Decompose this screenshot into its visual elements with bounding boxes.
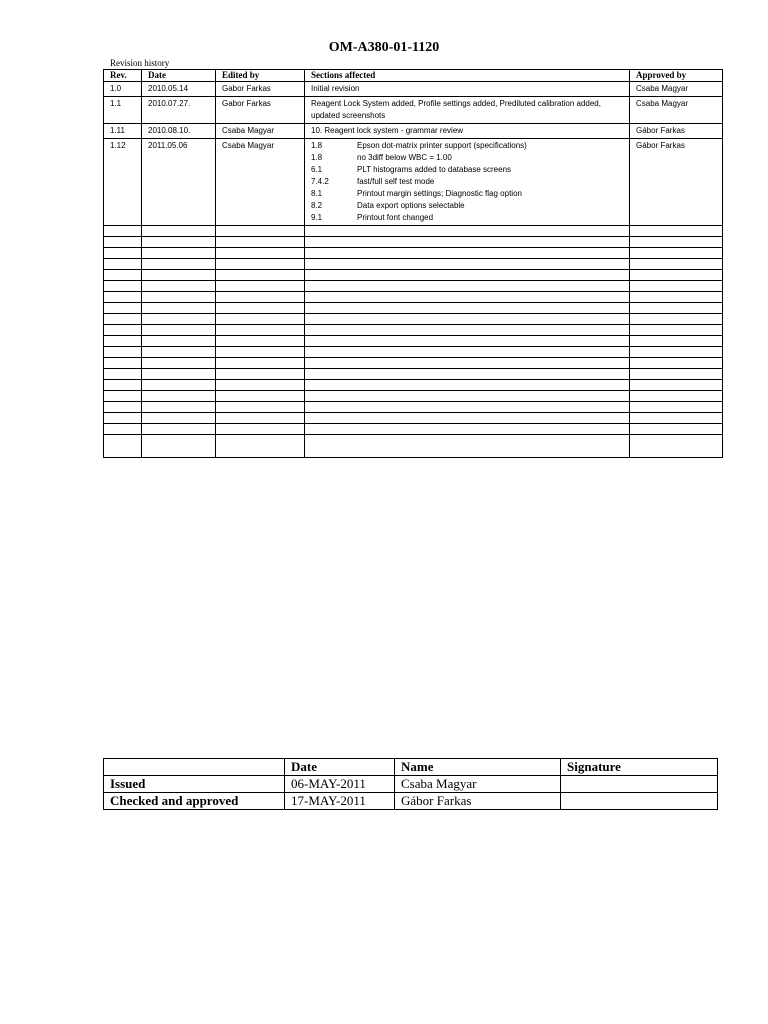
section-description: no 3diff below WBC = 1.00: [357, 153, 452, 162]
empty-cell: [305, 248, 630, 259]
section-entry: [311, 152, 623, 164]
empty-revision-row: [104, 226, 723, 237]
approval-header-row: [104, 759, 718, 776]
empty-revision-row: [104, 402, 723, 413]
empty-revision-row: [104, 347, 723, 358]
section-description: Data export options selectable: [357, 201, 465, 210]
empty-cell: [104, 281, 142, 292]
section-number: 9.1: [311, 213, 323, 222]
empty-cell: [104, 424, 142, 435]
empty-revision-row: [104, 314, 723, 325]
approval-row-name: Gábor Farkas: [395, 793, 561, 810]
empty-cell: [630, 435, 723, 458]
section-entry: [311, 176, 623, 188]
header-date: Date: [142, 70, 216, 82]
empty-cell: [142, 259, 216, 270]
empty-revision-row: [104, 259, 723, 270]
revision-cell-edited-by: Csaba Magyar: [216, 139, 305, 226]
empty-cell: [142, 413, 216, 424]
revision-cell-rev: 1.1: [104, 97, 142, 124]
section-number: 6.1: [311, 165, 323, 174]
empty-revision-row: [104, 248, 723, 259]
empty-cell: [630, 358, 723, 369]
empty-cell: [142, 347, 216, 358]
section-description: PLT histograms added to database screens: [357, 165, 512, 174]
empty-cell: [104, 226, 142, 237]
empty-cell: [630, 292, 723, 303]
revision-row: [104, 124, 723, 139]
empty-cell: [630, 413, 723, 424]
empty-cell: [216, 336, 305, 347]
empty-cell: [216, 292, 305, 303]
revision-cell-approved-by: Csaba Magyar: [630, 97, 723, 124]
empty-cell: [142, 248, 216, 259]
revision-cell-rev: 1.11: [104, 124, 142, 139]
empty-cell: [630, 270, 723, 281]
revision-cell-sections: [305, 139, 630, 226]
empty-revision-row: [104, 380, 723, 391]
empty-cell: [630, 391, 723, 402]
section-description: 10. Reagent lock system - grammar review: [311, 126, 464, 135]
empty-cell: [305, 391, 630, 402]
empty-cell: [305, 226, 630, 237]
empty-cell: [142, 402, 216, 413]
empty-cell: [216, 358, 305, 369]
empty-cell: [142, 292, 216, 303]
empty-cell: [216, 303, 305, 314]
section-number: 7.4.2: [311, 177, 329, 186]
approval-row-checked: [104, 793, 718, 810]
revision-cell-sections: [305, 82, 630, 97]
revision-cell-date: 2011.05.06: [142, 139, 216, 226]
empty-revision-row: [104, 391, 723, 402]
section-description: Epson dot-matrix printer support (specifications): [357, 141, 527, 150]
empty-cell: [305, 270, 630, 281]
revision-cell-rev: 1.12: [104, 139, 142, 226]
empty-cell: [104, 325, 142, 336]
empty-cell: [305, 303, 630, 314]
empty-cell: [104, 314, 142, 325]
empty-cell: [142, 435, 216, 458]
empty-cell: [216, 281, 305, 292]
empty-cell: [104, 303, 142, 314]
empty-cell: [142, 358, 216, 369]
revision-cell-approved-by: Gábor Farkas: [630, 139, 723, 226]
empty-cell: [305, 314, 630, 325]
empty-cell: [104, 402, 142, 413]
empty-cell: [142, 303, 216, 314]
empty-cell: [305, 325, 630, 336]
empty-cell: [216, 237, 305, 248]
empty-cell: [305, 380, 630, 391]
section-entry: [311, 125, 623, 137]
section-number: 1.8: [311, 141, 323, 150]
empty-cell: [630, 259, 723, 270]
revision-cell-rev: 1.0: [104, 82, 142, 97]
empty-cell: [142, 424, 216, 435]
empty-cell: [104, 358, 142, 369]
approval-header-signature: Signature: [561, 759, 718, 776]
header-edited-by: Edited by: [216, 70, 305, 82]
empty-cell: [630, 303, 723, 314]
empty-cell: [104, 347, 142, 358]
revision-cell-sections: [305, 124, 630, 139]
section-number: 8.2: [311, 201, 323, 210]
approval-row-name: Csaba Magyar: [395, 776, 561, 793]
empty-cell: [142, 325, 216, 336]
header-sections-affected: Sections affected: [305, 70, 630, 82]
empty-revision-row: [104, 303, 723, 314]
empty-cell: [630, 248, 723, 259]
revision-cell-edited-by: Csaba Magyar: [216, 124, 305, 139]
empty-cell: [630, 314, 723, 325]
revision-cell-sections: [305, 97, 630, 124]
approval-row-date: 06-MAY-2011: [285, 776, 395, 793]
empty-cell: [216, 248, 305, 259]
approval-row-issued: [104, 776, 718, 793]
empty-revision-row: [104, 237, 723, 248]
empty-cell: [305, 358, 630, 369]
section-entry: [311, 200, 623, 212]
empty-cell: [142, 314, 216, 325]
revision-row: [104, 97, 723, 124]
revision-table-body: [104, 82, 723, 458]
revision-cell-date: 2010.07.27.: [142, 97, 216, 124]
approval-row-label: Issued: [104, 776, 285, 793]
section-description: Printout margin settings; Diagnostic flag option: [357, 189, 522, 198]
revision-history-caption: Revision history: [110, 58, 170, 68]
empty-cell: [216, 413, 305, 424]
empty-revision-row: [104, 369, 723, 380]
empty-cell: [142, 237, 216, 248]
revision-history-table: [103, 69, 723, 458]
empty-revision-row: [104, 424, 723, 435]
empty-cell: [104, 292, 142, 303]
empty-cell: [630, 424, 723, 435]
empty-cell: [142, 336, 216, 347]
empty-cell: [216, 347, 305, 358]
empty-cell: [216, 325, 305, 336]
section-number: 1.8: [311, 153, 323, 162]
revision-cell-edited-by: Gabor Farkas: [216, 82, 305, 97]
empty-cell: [305, 369, 630, 380]
empty-revision-row: [104, 413, 723, 424]
empty-cell: [305, 281, 630, 292]
empty-cell: [630, 226, 723, 237]
empty-cell: [630, 336, 723, 347]
revision-cell-edited-by: Gabor Farkas: [216, 97, 305, 124]
header-rev: Rev.: [104, 70, 142, 82]
revision-cell-date: 2010.05.14: [142, 82, 216, 97]
empty-revision-row: [104, 336, 723, 347]
section-entry: [311, 98, 623, 122]
empty-cell: [630, 325, 723, 336]
section-description: Initial revision: [311, 84, 360, 93]
empty-cell: [216, 380, 305, 391]
empty-cell: [142, 369, 216, 380]
empty-cell: [630, 237, 723, 248]
revision-cell-date: 2010.08.10.: [142, 124, 216, 139]
section-description: Reagent Lock System added, Profile settings added, Prediluted calibration added, updated screenshots: [311, 99, 601, 120]
section-entry: [311, 164, 623, 176]
empty-cell: [305, 347, 630, 358]
section-entry: [311, 212, 623, 224]
empty-revision-row: [104, 325, 723, 336]
empty-cell: [104, 259, 142, 270]
approval-header-name: Name: [395, 759, 561, 776]
empty-cell: [216, 314, 305, 325]
header-approved-by: Approved by: [630, 70, 723, 82]
section-entry: [311, 83, 623, 95]
approval-row-date: 17-MAY-2011: [285, 793, 395, 810]
approval-table: [103, 758, 718, 810]
empty-cell: [630, 402, 723, 413]
empty-cell: [104, 336, 142, 347]
empty-cell: [305, 259, 630, 270]
revision-cell-approved-by: Gábor Farkas: [630, 124, 723, 139]
empty-cell: [630, 380, 723, 391]
section-entry: [311, 140, 623, 152]
empty-cell: [142, 226, 216, 237]
empty-cell: [142, 270, 216, 281]
approval-row-signature: [561, 776, 718, 793]
empty-cell: [305, 402, 630, 413]
empty-cell: [305, 424, 630, 435]
empty-revision-row: [104, 292, 723, 303]
empty-cell: [216, 424, 305, 435]
revision-row: [104, 82, 723, 97]
empty-cell: [104, 237, 142, 248]
approval-header-label: [104, 759, 285, 776]
empty-cell: [104, 369, 142, 380]
empty-revision-row: [104, 358, 723, 369]
empty-cell: [142, 391, 216, 402]
empty-revision-row: [104, 281, 723, 292]
empty-cell: [630, 281, 723, 292]
empty-cell: [216, 259, 305, 270]
approval-header-date: Date: [285, 759, 395, 776]
empty-cell: [305, 435, 630, 458]
section-entry: [311, 188, 623, 200]
empty-cell: [216, 226, 305, 237]
empty-cell: [630, 347, 723, 358]
empty-cell: [305, 336, 630, 347]
empty-cell: [142, 380, 216, 391]
section-description: Printout font changed: [357, 213, 434, 222]
empty-cell: [104, 380, 142, 391]
empty-cell: [104, 270, 142, 281]
approval-row-signature: [561, 793, 718, 810]
empty-cell: [305, 292, 630, 303]
document-title: OM-A380-01-1120: [328, 40, 440, 55]
empty-cell: [104, 248, 142, 259]
empty-cell: [216, 391, 305, 402]
revision-row: [104, 139, 723, 226]
empty-cell: [305, 413, 630, 424]
approval-row-label: Checked and approved: [104, 793, 285, 810]
empty-cell: [305, 237, 630, 248]
revision-header-row: [104, 70, 723, 82]
empty-cell: [142, 281, 216, 292]
empty-cell: [104, 435, 142, 458]
section-description: fast/full self test mode: [357, 177, 435, 186]
empty-revision-row: [104, 435, 723, 458]
empty-cell: [216, 402, 305, 413]
section-number: 8.1: [311, 189, 323, 198]
empty-cell: [630, 369, 723, 380]
revision-cell-approved-by: Csaba Magyar: [630, 82, 723, 97]
empty-revision-row: [104, 270, 723, 281]
empty-cell: [216, 270, 305, 281]
empty-cell: [216, 435, 305, 458]
empty-cell: [104, 391, 142, 402]
empty-cell: [104, 413, 142, 424]
empty-cell: [216, 369, 305, 380]
